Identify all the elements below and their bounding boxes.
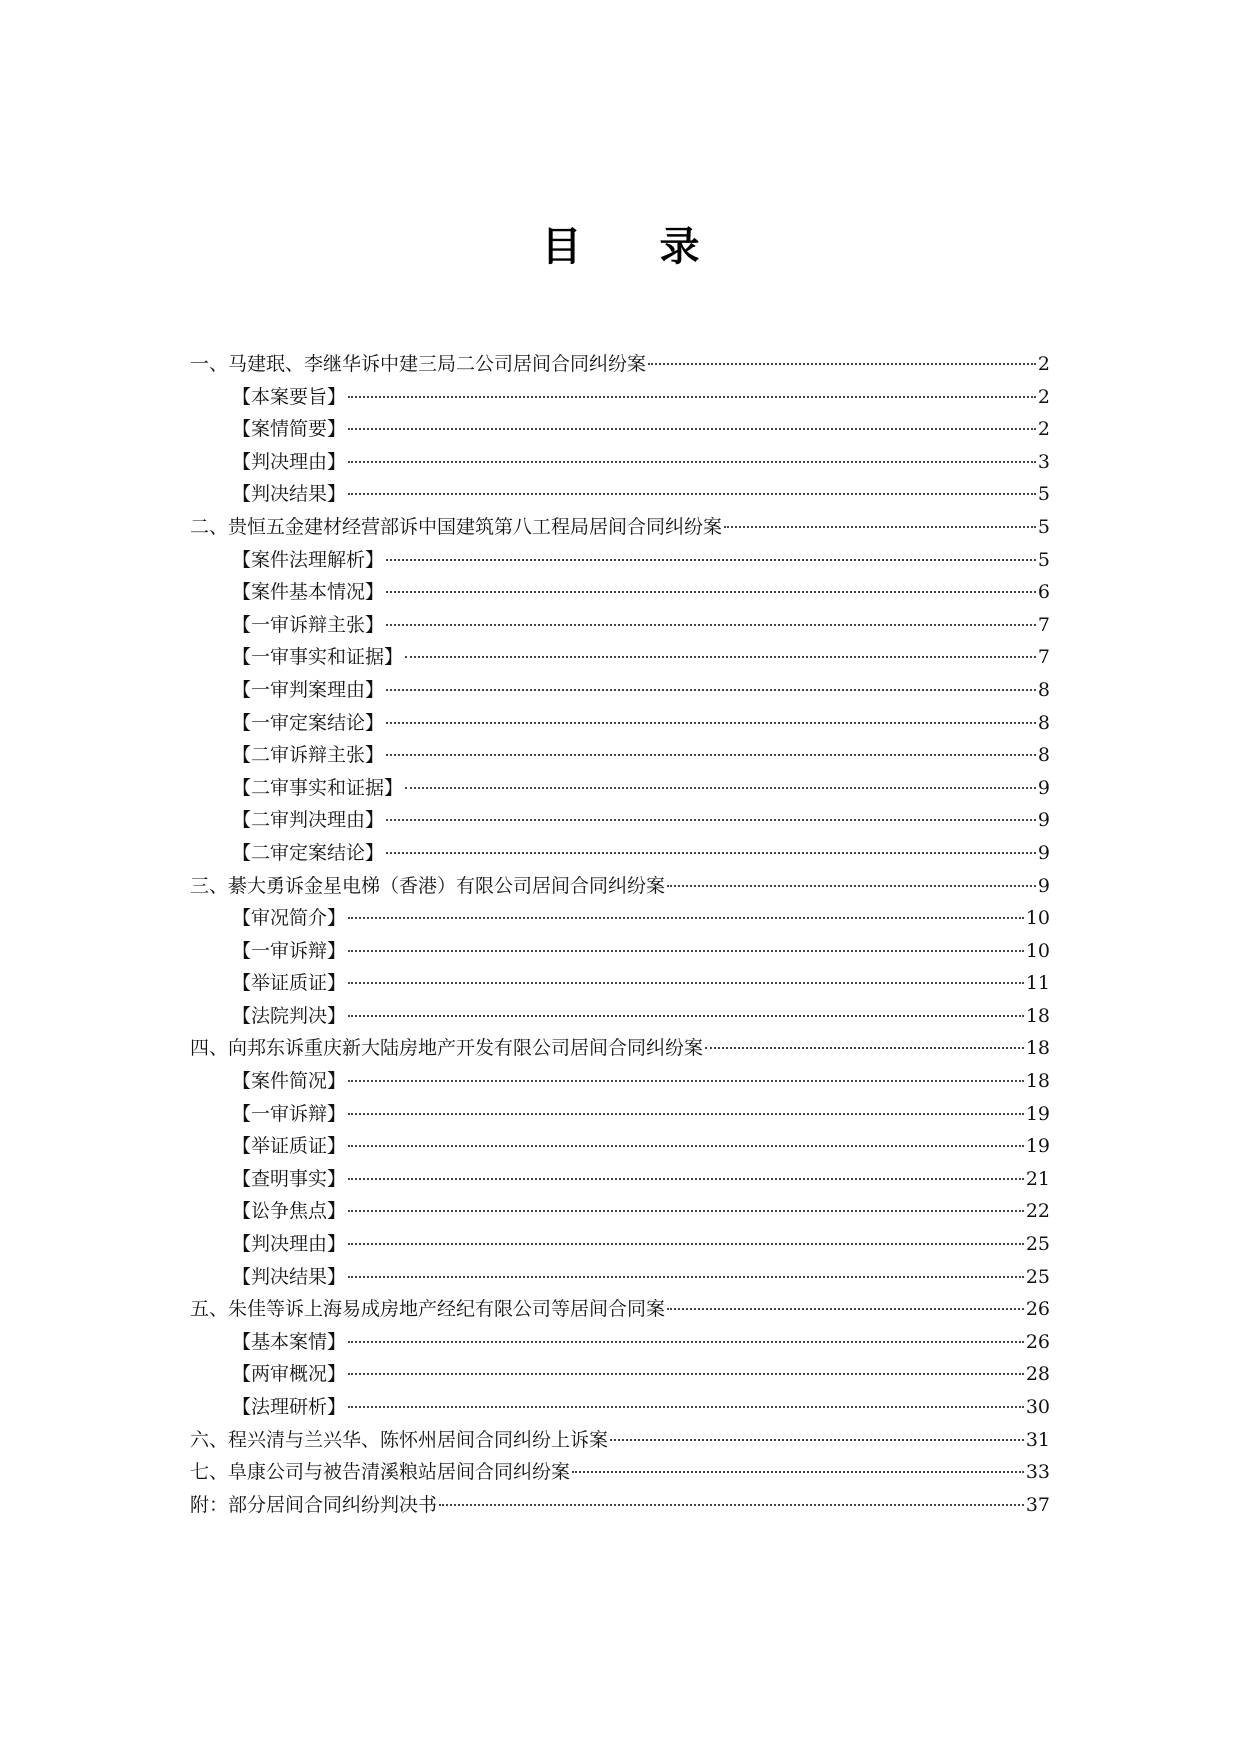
toc-dot-leader bbox=[348, 1242, 1024, 1245]
toc-dot-leader bbox=[405, 786, 1036, 789]
toc-subentry[interactable] bbox=[190, 772, 1050, 805]
toc-dot-leader bbox=[348, 1112, 1024, 1115]
toc-entry-label: 【案情简要】 bbox=[232, 418, 347, 441]
toc-subentry[interactable] bbox=[190, 446, 1050, 479]
toc-entry-label: 【案件简况】 bbox=[232, 1070, 347, 1093]
toc-entry[interactable] bbox=[190, 870, 1050, 903]
toc-page-number: 19 bbox=[1025, 1135, 1050, 1158]
toc-page-number: 10 bbox=[1025, 907, 1050, 930]
toc-entry-label: 【一审定案结论】 bbox=[232, 711, 385, 734]
toc-subentry[interactable] bbox=[190, 935, 1050, 968]
toc-entry-label: 四、向邦东诉重庆新大陆房地产开发有限公司居间合同纠纷案 bbox=[190, 1037, 704, 1060]
toc-dot-leader bbox=[348, 1340, 1024, 1343]
toc-entry-label: 【两审概况】 bbox=[232, 1363, 347, 1386]
toc-dot-leader bbox=[386, 818, 1036, 821]
toc-entry[interactable] bbox=[190, 1293, 1050, 1326]
page-title: 目 录 bbox=[541, 224, 732, 270]
toc-subentry[interactable] bbox=[190, 739, 1050, 772]
toc-entry-label: 【讼争焦点】 bbox=[232, 1200, 347, 1223]
toc-entry-label: 【判决结果】 bbox=[232, 483, 347, 506]
toc-subentry[interactable] bbox=[190, 413, 1050, 446]
toc-page-number: 10 bbox=[1025, 939, 1050, 962]
toc-entry-label: 【案件法理解析】 bbox=[232, 548, 385, 571]
toc-page-number: 7 bbox=[1037, 613, 1050, 636]
toc-dot-leader bbox=[348, 1144, 1024, 1147]
toc-page-number: 2 bbox=[1037, 418, 1050, 441]
toc-dot-leader bbox=[667, 884, 1036, 887]
toc-dot-leader bbox=[386, 753, 1036, 756]
toc-dot-leader bbox=[348, 1014, 1024, 1017]
toc-entry-label: 【一审判案理由】 bbox=[232, 678, 385, 701]
toc-page-number: 5 bbox=[1037, 515, 1050, 538]
toc-page-number: 18 bbox=[1025, 1070, 1050, 1093]
toc-subentry[interactable] bbox=[190, 641, 1050, 674]
toc-page-number: 31 bbox=[1025, 1428, 1050, 1451]
toc-page-number: 9 bbox=[1037, 874, 1050, 897]
toc-subentry[interactable] bbox=[190, 804, 1050, 837]
toc-subentry[interactable] bbox=[190, 1000, 1050, 1033]
toc-dot-leader bbox=[386, 623, 1036, 626]
toc-page-number: 18 bbox=[1025, 1004, 1050, 1027]
toc-page-number: 26 bbox=[1025, 1298, 1050, 1321]
toc-subentry[interactable] bbox=[190, 1391, 1050, 1424]
toc-subentry[interactable] bbox=[190, 544, 1050, 577]
toc-dot-leader bbox=[572, 1470, 1024, 1473]
toc-dot-leader bbox=[348, 1177, 1024, 1180]
toc-entry-label: 【法院判决】 bbox=[232, 1004, 347, 1027]
toc-subentry[interactable] bbox=[190, 837, 1050, 870]
toc-entry-label: 【判决理由】 bbox=[232, 1233, 347, 1256]
toc-dot-leader bbox=[348, 981, 1024, 984]
toc-subentry[interactable] bbox=[190, 1358, 1050, 1391]
toc-dot-leader bbox=[348, 1209, 1024, 1212]
toc-page-number: 26 bbox=[1025, 1330, 1050, 1353]
toc-dot-leader bbox=[439, 1503, 1024, 1506]
toc-entry-label: 一、马建珉、李继华诉中建三局二公司居间合同纠纷案 bbox=[190, 353, 647, 375]
toc-subentry[interactable] bbox=[190, 609, 1050, 642]
toc-page-number: 18 bbox=[1025, 1037, 1050, 1060]
toc-entry-label: 三、綦大勇诉金星电梯（香港）有限公司居间合同纠纷案 bbox=[190, 874, 666, 897]
toc-entry-label: 【二审判决理由】 bbox=[232, 809, 385, 832]
toc-dot-leader bbox=[348, 949, 1024, 952]
toc-dot-leader bbox=[348, 916, 1024, 919]
toc-subentry[interactable] bbox=[190, 1098, 1050, 1131]
toc-page-number: 8 bbox=[1037, 744, 1050, 767]
toc-page-number: 3 bbox=[1037, 450, 1050, 473]
toc-entry-label: 【判决理由】 bbox=[232, 450, 347, 473]
toc-dot-leader bbox=[348, 1275, 1024, 1278]
toc-entry-label: 【审况简介】 bbox=[232, 907, 347, 930]
toc-dot-leader bbox=[610, 1438, 1024, 1441]
toc-page-number: 9 bbox=[1037, 809, 1050, 832]
toc-page-number: 21 bbox=[1025, 1167, 1050, 1190]
toc-page-number: 11 bbox=[1025, 972, 1050, 995]
toc-entry[interactable] bbox=[190, 1456, 1050, 1489]
toc-subentry[interactable] bbox=[190, 1065, 1050, 1098]
toc-subentry[interactable] bbox=[190, 1326, 1050, 1359]
toc-entry-label: 【一审诉辩主张】 bbox=[232, 613, 385, 636]
toc-entry-label: 二、贵恒五金建材经营部诉中国建筑第八工程局居间合同纠纷案 bbox=[190, 515, 723, 538]
toc-entry-label: 【举证质证】 bbox=[232, 1135, 347, 1158]
toc-subentry[interactable] bbox=[190, 1261, 1050, 1294]
toc-subentry[interactable] bbox=[190, 967, 1050, 1000]
toc-dot-leader bbox=[405, 655, 1036, 658]
toc-subentry[interactable] bbox=[190, 1130, 1050, 1163]
toc-dot-leader bbox=[386, 721, 1036, 724]
toc-page-number: 25 bbox=[1025, 1265, 1050, 1288]
toc-entry[interactable] bbox=[190, 1424, 1050, 1457]
toc-entry-label: 七、阜康公司与被告清溪粮站居间合同纠纷案 bbox=[190, 1461, 571, 1484]
toc-subentry[interactable] bbox=[190, 707, 1050, 740]
toc-dot-leader bbox=[348, 395, 1036, 398]
toc-dot-leader bbox=[348, 460, 1036, 463]
toc-entry-label: 【二审事实和证据】 bbox=[232, 776, 404, 799]
toc-entry-label: 【案件基本情况】 bbox=[232, 581, 385, 604]
toc-page-number: 2 bbox=[1037, 385, 1050, 408]
toc-page-number: 9 bbox=[1037, 776, 1050, 799]
toc-page-number: 5 bbox=[1037, 548, 1050, 571]
toc-dot-leader bbox=[348, 1079, 1024, 1082]
toc-dot-leader bbox=[386, 688, 1036, 691]
toc-dot-leader bbox=[348, 427, 1036, 430]
toc-page-number: 8 bbox=[1037, 711, 1050, 734]
toc-dot-leader bbox=[386, 558, 1036, 561]
toc-entry-label: 【二审定案结论】 bbox=[232, 841, 385, 864]
toc-entry[interactable] bbox=[190, 1489, 1050, 1522]
toc-entry-label: 【二审诉辩主张】 bbox=[232, 744, 385, 767]
toc-dot-leader bbox=[386, 851, 1036, 854]
toc-page-number: 2 bbox=[1037, 353, 1050, 375]
toc-dot-leader bbox=[667, 1307, 1024, 1310]
toc-entry-label: 【查明事实】 bbox=[232, 1167, 347, 1190]
toc-entry-label: 【判决结果】 bbox=[232, 1265, 347, 1288]
toc-entry-label: 附：部分居间合同纠纷判决书 bbox=[190, 1493, 438, 1516]
toc-dot-leader bbox=[348, 1372, 1024, 1375]
toc-entry[interactable] bbox=[190, 1032, 1050, 1065]
toc-entry-label: 【一审事实和证据】 bbox=[232, 646, 404, 669]
toc-page-number: 37 bbox=[1025, 1493, 1050, 1516]
toc-page-number: 25 bbox=[1025, 1233, 1050, 1256]
toc-page-number: 28 bbox=[1025, 1363, 1050, 1386]
toc-entry[interactable] bbox=[190, 348, 1050, 381]
toc-dot-leader bbox=[648, 362, 1036, 365]
toc-entry-label: 【一审诉辩】 bbox=[232, 939, 347, 962]
toc-page-number: 5 bbox=[1037, 483, 1050, 506]
toc-page-number: 22 bbox=[1025, 1200, 1050, 1223]
toc-subentry[interactable] bbox=[190, 478, 1050, 511]
toc-dot-leader bbox=[386, 590, 1036, 593]
toc-page-number: 19 bbox=[1025, 1102, 1050, 1125]
toc-subentry[interactable] bbox=[190, 674, 1050, 707]
table-of-contents bbox=[190, 348, 1050, 1521]
toc-subentry[interactable] bbox=[190, 1195, 1050, 1228]
toc-subentry[interactable] bbox=[190, 1228, 1050, 1261]
toc-entry-label: 【一审诉辩】 bbox=[232, 1102, 347, 1125]
toc-page-number: 8 bbox=[1037, 678, 1050, 701]
toc-entry-label: 【基本案情】 bbox=[232, 1330, 347, 1353]
toc-subentry[interactable] bbox=[190, 902, 1050, 935]
toc-entry-label: 五、朱佳等诉上海易成房地产经纪有限公司等居间合同案 bbox=[190, 1298, 666, 1321]
toc-entry-label: 【举证质证】 bbox=[232, 972, 347, 995]
toc-entry-label: 【本案要旨】 bbox=[232, 385, 347, 408]
toc-entry-label: 【法理研析】 bbox=[232, 1396, 347, 1418]
toc-dot-leader bbox=[348, 1405, 1024, 1408]
toc-entry[interactable] bbox=[190, 511, 1050, 544]
toc-page-number: 7 bbox=[1037, 646, 1050, 669]
toc-page-number: 30 bbox=[1025, 1396, 1050, 1418]
toc-entry-label: 六、程兴清与兰兴华、陈怀州居间合同纠纷上诉案 bbox=[190, 1428, 609, 1451]
toc-dot-leader bbox=[705, 1046, 1024, 1049]
toc-dot-leader bbox=[724, 525, 1036, 528]
toc-subentry[interactable] bbox=[190, 576, 1050, 609]
toc-page-number: 9 bbox=[1037, 841, 1050, 864]
toc-page-number: 6 bbox=[1037, 581, 1050, 604]
toc-subentry[interactable] bbox=[190, 1163, 1050, 1196]
toc-dot-leader bbox=[348, 492, 1036, 495]
toc-subentry[interactable] bbox=[190, 381, 1050, 414]
toc-page-number: 33 bbox=[1025, 1461, 1050, 1484]
